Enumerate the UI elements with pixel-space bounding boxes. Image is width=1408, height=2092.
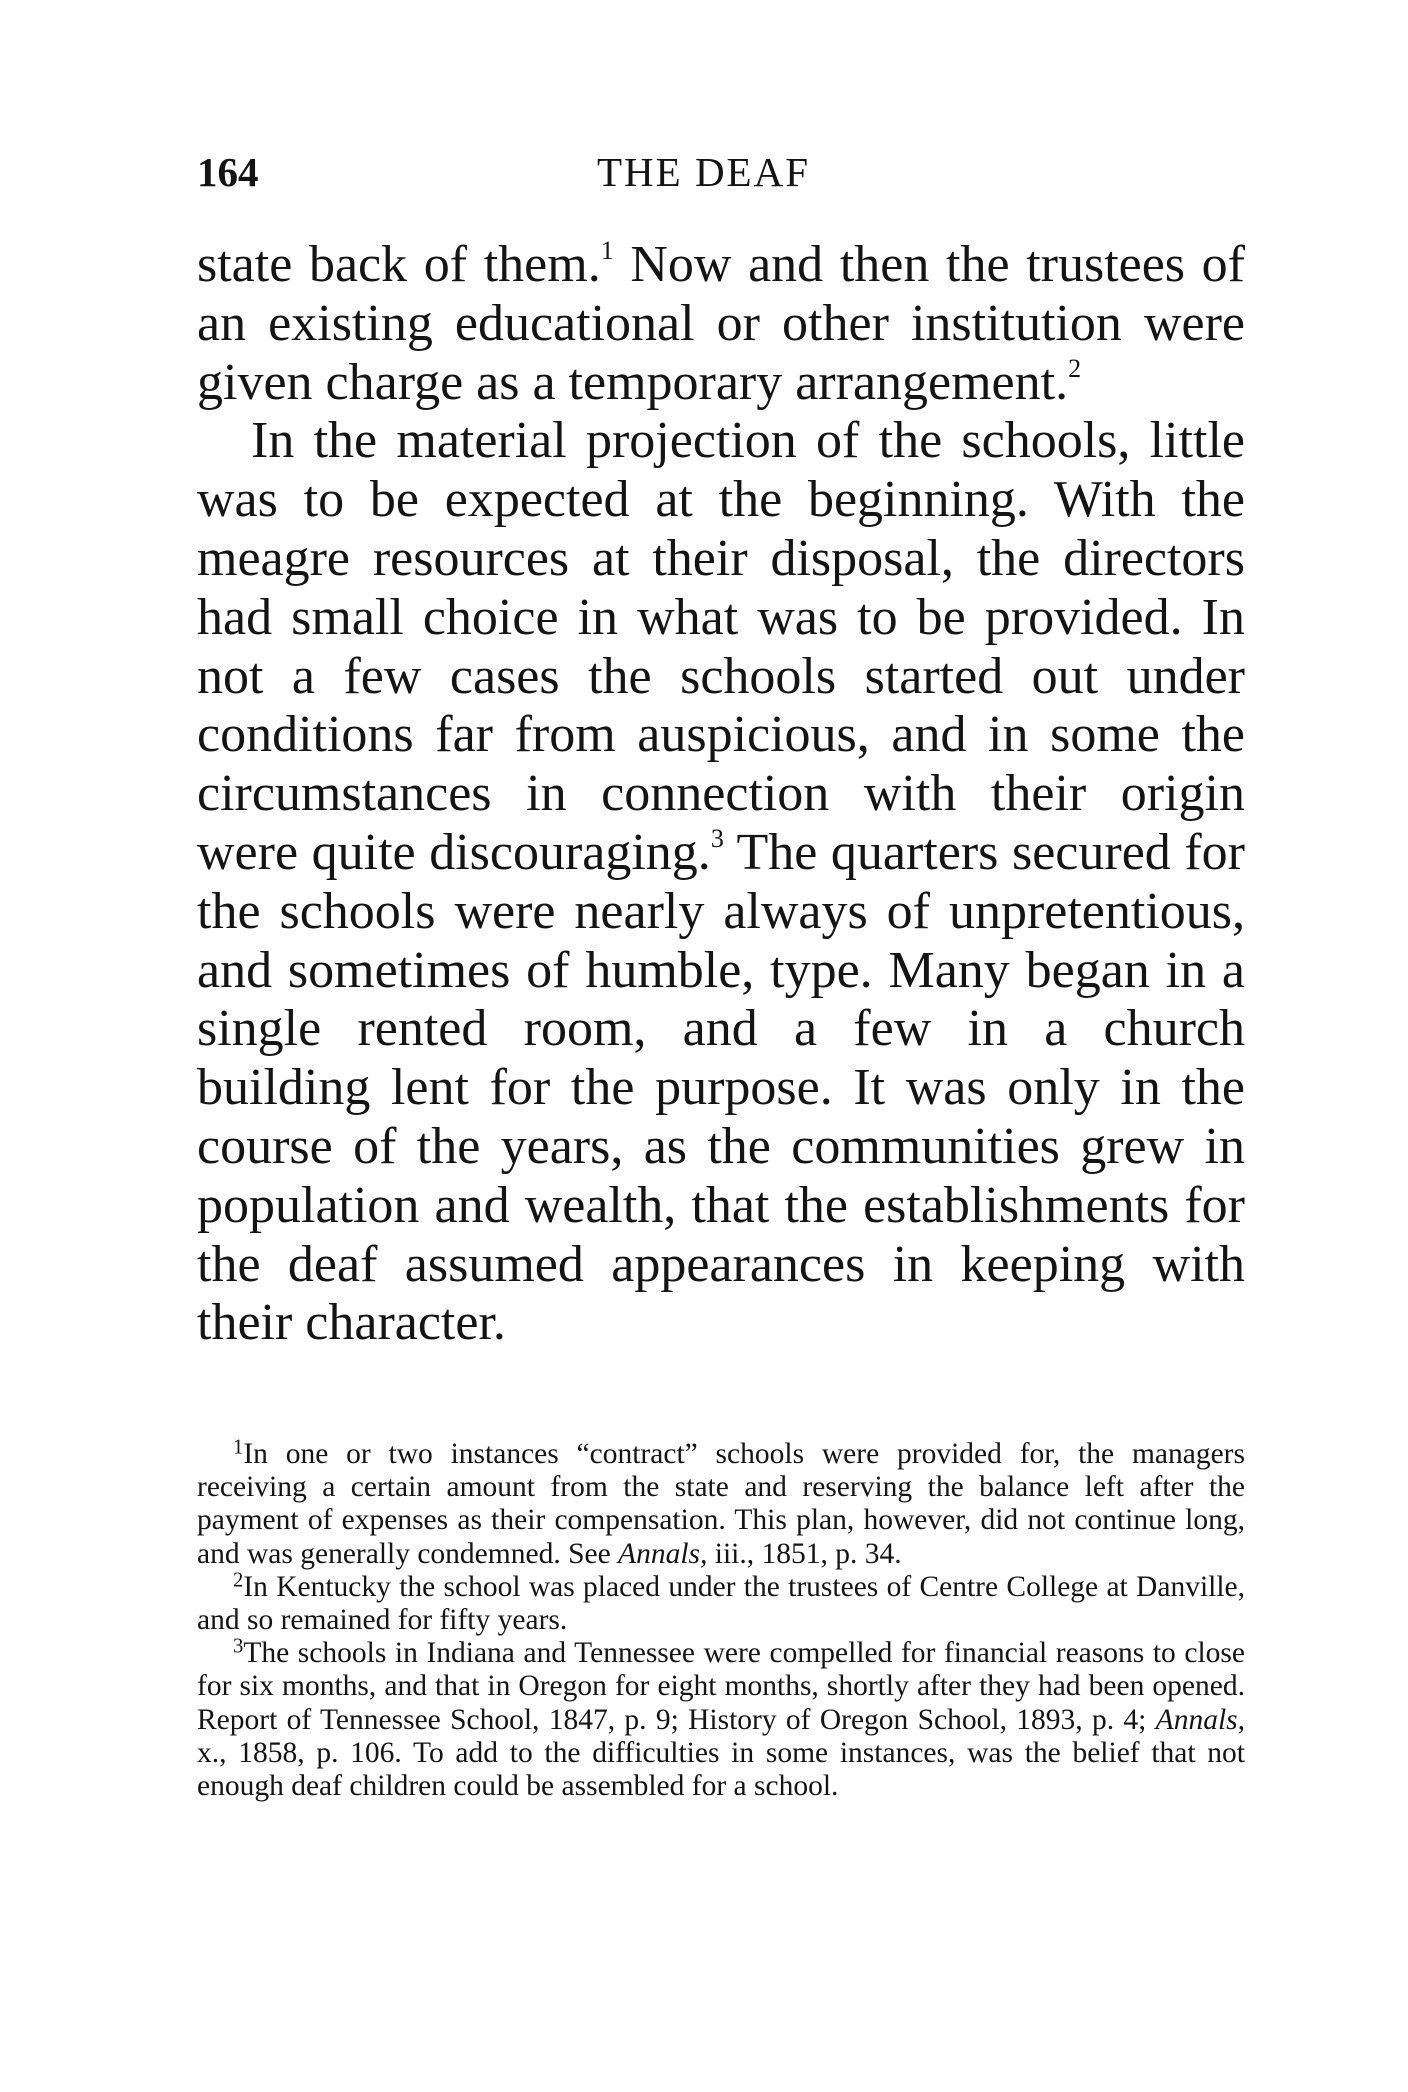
footnote-ref-2: 2 (1068, 353, 1082, 383)
footnote-1-italic: Annals, (618, 1537, 708, 1570)
footnote-ref-3: 3 (710, 823, 724, 853)
paragraph-2 (197, 412, 1245, 1353)
footnote-3-text-b: x., 1858, p. 106. To add to the difficulties in some instances, was the belief that not enough deaf children could be assembled for a school. (197, 1736, 1245, 1803)
footnotes (197, 1438, 1245, 1803)
paragraph-1-text-b: Now and then the trustees of an existing educational or other institution were given charge as a temporary arrangement. (197, 236, 1245, 411)
footnote-1-marker: 1 (233, 1436, 244, 1459)
footnote-3-italic: Annals, (1155, 1703, 1245, 1736)
page-number: 164 (197, 149, 259, 195)
footnote-2-text: In Kentucky the school was placed under the trustees of Centre College at Danville, and so remained for fifty years. (197, 1570, 1245, 1637)
footnote-ref-1: 1 (600, 235, 614, 265)
footnote-1-text-b: iii., 1851, p. 34. (707, 1537, 902, 1570)
footnote-2-marker: 2 (233, 1569, 244, 1592)
footnote-2 (197, 1571, 1245, 1637)
footnote-1-text-a: In one or two instances “contract” schools were provided for, the managers receiving a certain amount from the state and reserving the balance left after the payment of expenses as their compensation. This plan, however, did not continue long, and was generally condemned. See (197, 1438, 1245, 1570)
footnote-3-text-a: The schools in Indiana and Tennessee were compelled for financial reasons to close for six months, and that in Oregon for eight months, shortly after they had been opened. Report of Tennessee School, 1847, p. 9; History of Oregon School, 1893, p. 4; (197, 1637, 1245, 1736)
paragraph-2-text-b: The quarters secured for the schools were nearly always of unpretentious, and sometimes of humble, type. Many began in a single rented room, and a few in a church building lent for the purpose. It was only in the course of the years, as the communities grew in population and wealth, that the establishments for the deaf assumed appearances in keeping with their character. (197, 823, 1245, 1352)
footnote-3 (197, 1637, 1245, 1803)
footnote-3-marker: 3 (233, 1635, 244, 1658)
running-title: THE DEAF (597, 149, 811, 195)
paragraph-2-text-a: In the material projection of the schools, little was to be expected at the beginning. With the meagre resources at their disposal, the directors had small choice in what was to be provided. In not a few cases the schools started out under conditions far from auspicious, and in some the circumstances in connection with their origin were quite discouraging. (197, 412, 1245, 881)
paragraph-1 (197, 236, 1245, 412)
footnote-1 (197, 1438, 1245, 1571)
page-header (197, 148, 1245, 198)
paragraph-1-text-a: state back of them. (197, 236, 601, 293)
body-text (197, 236, 1245, 1353)
